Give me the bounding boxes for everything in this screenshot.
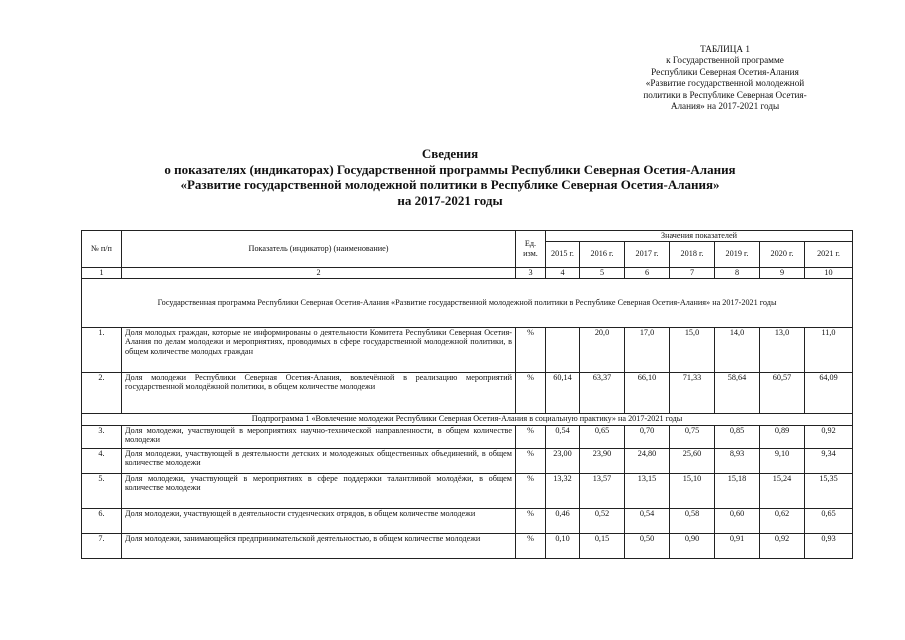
value-cell: 15,18 — [715, 473, 760, 508]
value-cell: 0,91 — [715, 533, 760, 558]
value-cell: 0,52 — [580, 508, 625, 533]
indicator-name: Доля молодежи, участвующей в деятельности детских и молодежных общественных объединений, в общем количестве молодежи — [122, 448, 516, 473]
header-unit: Ед. изм. — [516, 231, 546, 268]
value-cell: 63,37 — [580, 372, 625, 413]
caption-line: «Развитие государственной молодежной — [645, 78, 805, 89]
column-number: 2 — [122, 267, 516, 278]
value-cell: 0,75 — [670, 425, 715, 448]
row-number: 7. — [82, 533, 122, 558]
value-cell: 15,35 — [805, 473, 853, 508]
table-row — [82, 508, 853, 533]
value-cell: 0,93 — [805, 533, 853, 558]
year-header: 2021 г. — [805, 241, 853, 267]
value-cell: 0,92 — [805, 425, 853, 448]
value-cell: 15,10 — [670, 473, 715, 508]
value-cell: 11,0 — [805, 327, 853, 372]
value-cell: 0,54 — [625, 508, 670, 533]
value-cell: 9,10 — [760, 448, 805, 473]
year-header: 2016 г. — [580, 241, 625, 267]
year-header: 2020 г. — [760, 241, 805, 267]
value-cell: 17,0 — [625, 327, 670, 372]
table-row — [82, 327, 853, 372]
value-cell: 24,80 — [625, 448, 670, 473]
value-cell: 15,24 — [760, 473, 805, 508]
value-cell: 13,57 — [580, 473, 625, 508]
value-cell: 0,89 — [760, 425, 805, 448]
column-number: 8 — [715, 267, 760, 278]
value-cell: 0,46 — [546, 508, 580, 533]
table-row — [82, 372, 853, 413]
caption-line: к Государственной программе — [666, 55, 784, 66]
value-cell: 60,14 — [546, 372, 580, 413]
row-number: 3. — [82, 425, 122, 448]
caption-line: политики в Республике Северная Осетия- — [643, 89, 807, 100]
header-values: Значения показателей — [546, 231, 853, 242]
value-cell: 60,57 — [760, 372, 805, 413]
value-cell: 0,62 — [760, 508, 805, 533]
value-cell: 15,0 — [670, 327, 715, 372]
subprogram-title-row: Подпрограмма 1 «Вовлечение молодежи Республики Северная Осетия-Алания в социальную практику» на 2017-2021 годы — [82, 413, 853, 425]
column-number: 3 — [516, 267, 546, 278]
caption-line: ТАБЛИЦА 1 — [700, 44, 750, 54]
value-cell: 9,34 — [805, 448, 853, 473]
unit-cell: % — [516, 372, 546, 413]
value-cell: 25,60 — [670, 448, 715, 473]
year-header: 2019 г. — [715, 241, 760, 267]
column-number: 6 — [625, 267, 670, 278]
value-cell: 23,00 — [546, 448, 580, 473]
value-cell: 66,10 — [625, 372, 670, 413]
column-number: 7 — [670, 267, 715, 278]
value-cell: 0,54 — [546, 425, 580, 448]
value-cell — [546, 327, 580, 372]
value-cell: 13,32 — [546, 473, 580, 508]
value-cell: 64,09 — [805, 372, 853, 413]
value-cell: 14,0 — [715, 327, 760, 372]
value-cell: 8,93 — [715, 448, 760, 473]
value-cell: 0,50 — [625, 533, 670, 558]
column-number: 1 — [82, 267, 122, 278]
row-number: 1. — [82, 327, 122, 372]
unit-cell: % — [516, 508, 546, 533]
indicator-name: Доля молодежи, участвующей в мероприятиях в сфере поддержки талантливой молодёжи, в общем количестве молодежи — [122, 473, 516, 508]
document-title — [90, 146, 810, 208]
year-header: 2017 г. — [625, 241, 670, 267]
indicator-name: Доля молодежи, участвующей в мероприятиях научно-технической направленности, в общем количестве молодежи — [122, 425, 516, 448]
program-title-row: Государственная программа Республики Северная Осетия-Алания «Развитие государственной молодежной политики в Республике Северная Осетия-Алания» на 2017-2021 годы — [82, 278, 853, 327]
column-number: 5 — [580, 267, 625, 278]
year-header: 2018 г. — [670, 241, 715, 267]
title-line: о показателях (индикаторах) Государственной программы Республики Северная Осетия-Алания — [164, 161, 736, 177]
row-number: 4. — [82, 448, 122, 473]
value-cell: 20,0 — [580, 327, 625, 372]
header-indicator: Показатель (индикатор) (наименование) — [122, 231, 516, 268]
value-cell: 0,58 — [670, 508, 715, 533]
table-row — [82, 533, 853, 558]
value-cell: 0,65 — [805, 508, 853, 533]
value-cell: 0,70 — [625, 425, 670, 448]
value-cell: 0,90 — [670, 533, 715, 558]
title-line: «Развитие государственной молодежной политики в Республике Северная Осетия-Алания» — [180, 177, 720, 192]
value-cell: 0,65 — [580, 425, 625, 448]
title-line: Сведения — [421, 146, 479, 161]
caption-line: Алания» на 2017-2021 годы — [670, 101, 780, 112]
column-number: 4 — [546, 267, 580, 278]
value-cell: 58,64 — [715, 372, 760, 413]
value-cell: 13,15 — [625, 473, 670, 508]
value-cell: 13,0 — [760, 327, 805, 372]
value-cell: 23,90 — [580, 448, 625, 473]
value-cell: 0,92 — [760, 533, 805, 558]
title-line: на 2017-2021 годы — [397, 192, 503, 208]
row-number: 2. — [82, 372, 122, 413]
indicator-name: Доля молодых граждан, которые не информированы о деятельности Комитета Республики Северная Осетия-Алания по делам молодежи и мероприятиях, проводимых в сфере государственной молодежной политики, в общем количестве молодых граждан — [122, 327, 516, 372]
indicator-name: Доля молодежи Республики Северная Осетия-Алания, вовлечённой в реализацию мероприятий государственной молодёжной политики, в общем количестве молодежи — [122, 372, 516, 413]
table-row — [82, 473, 853, 508]
year-header: 2015 г. — [546, 241, 580, 267]
column-number: 10 — [805, 267, 853, 278]
row-number: 5. — [82, 473, 122, 508]
column-number: 9 — [760, 267, 805, 278]
table-row — [82, 448, 853, 473]
caption-line: Республики Северная Осетия-Алания — [651, 66, 799, 77]
value-cell: 0,60 — [715, 508, 760, 533]
value-cell: 71,33 — [670, 372, 715, 413]
table-row — [82, 425, 853, 448]
unit-cell: % — [516, 533, 546, 558]
table-caption-block — [610, 44, 840, 112]
indicator-name: Доля молодежи, занимающейся предпринимательской деятельностью, в общем количестве молодежи — [122, 533, 516, 558]
indicator-name: Доля молодежи, участвующей в деятельности студенческих отрядов, в общем количестве молодежи — [122, 508, 516, 533]
unit-cell: % — [516, 473, 546, 508]
header-no: № п/п — [82, 231, 122, 268]
value-cell: 0,10 — [546, 533, 580, 558]
indicators-table — [81, 230, 853, 559]
value-cell: 0,15 — [580, 533, 625, 558]
row-number: 6. — [82, 508, 122, 533]
unit-cell: % — [516, 448, 546, 473]
value-cell: 0,85 — [715, 425, 760, 448]
unit-cell: % — [516, 425, 546, 448]
unit-cell: % — [516, 327, 546, 372]
